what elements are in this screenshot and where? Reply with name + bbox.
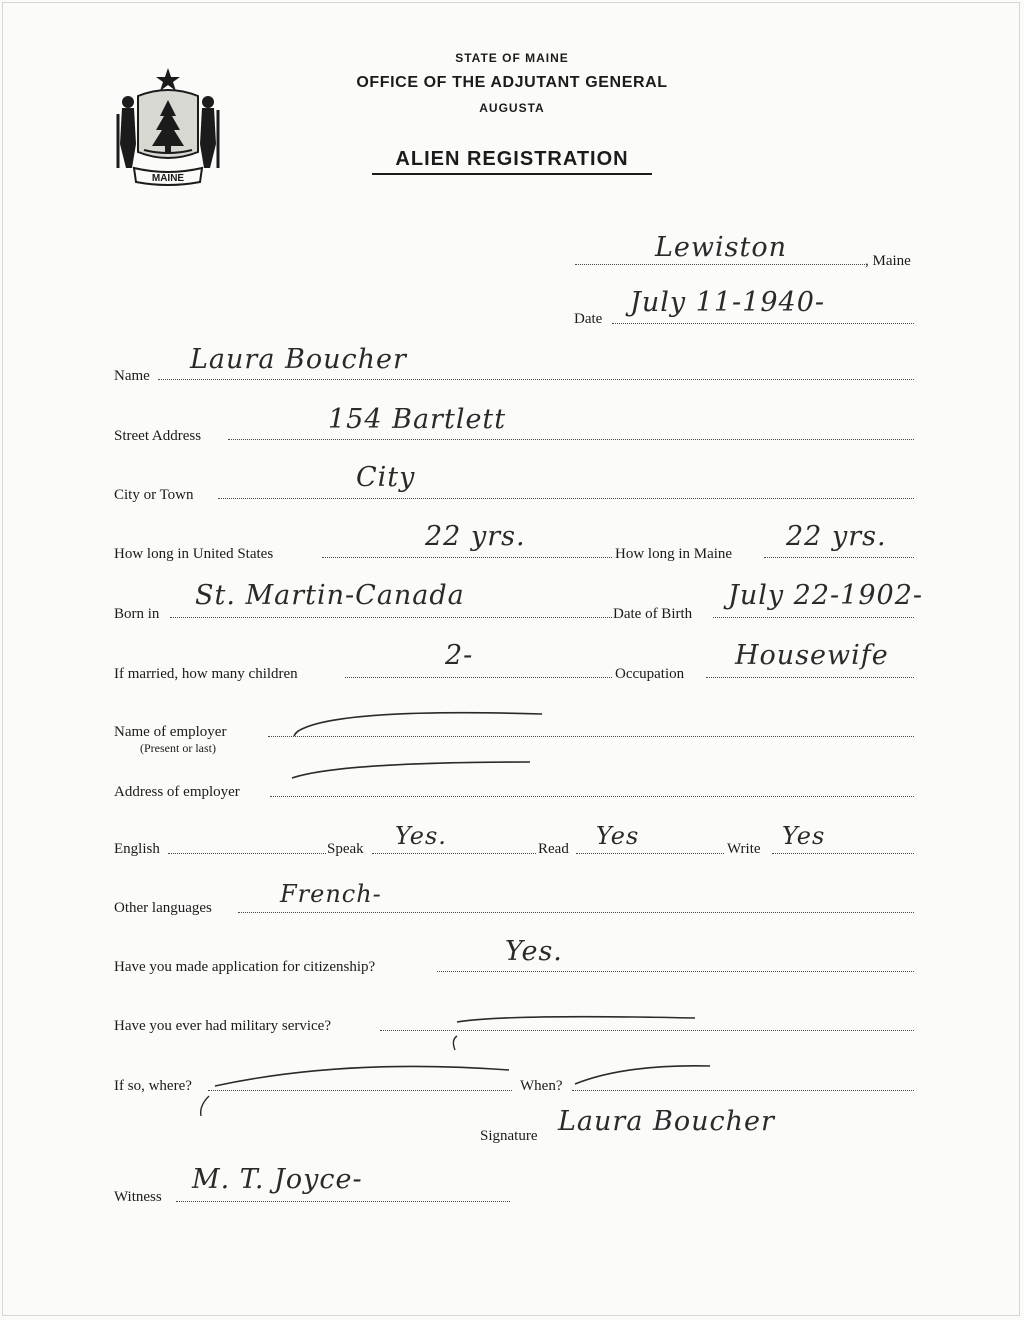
military-label: Have you ever had military service? [114, 1018, 331, 1034]
street-address-label: Street Address [114, 428, 202, 444]
city-label: City or Town [114, 487, 194, 503]
town-line [575, 264, 865, 265]
maine-label: , Maine [865, 253, 911, 269]
born-in-entry: St. Martin-Canada [195, 580, 465, 611]
name-label: Name [114, 368, 150, 384]
speak-label: Speak [327, 841, 364, 857]
street-address-line [228, 439, 914, 440]
read-entry: Yes [596, 822, 640, 850]
how-long-us-label: How long in United States [114, 546, 274, 562]
city-line [218, 498, 914, 499]
other-languages-label: Other languages [114, 900, 212, 916]
signature-label: Signature [480, 1128, 538, 1144]
where-label: If so, where? [114, 1078, 192, 1094]
state-heading: STATE OF MAINE [455, 51, 569, 65]
how-long-maine-line [764, 557, 914, 558]
employer-name-label: Name of employer [114, 724, 227, 740]
when-label: When? [520, 1078, 563, 1094]
name-line [158, 379, 914, 380]
children-entry: 2- [445, 640, 474, 671]
write-entry: Yes [782, 822, 826, 850]
children-label: If married, how many children [114, 666, 298, 682]
date-line [612, 323, 914, 324]
witness-entry: M. T. Joyce- [192, 1164, 363, 1195]
street-address-entry: 154 Bartlett [328, 404, 507, 435]
read-line [576, 853, 724, 854]
other-languages-line [238, 912, 914, 913]
other-languages-entry: French- [280, 880, 382, 908]
occupation-line [706, 677, 914, 678]
city-entry: City [356, 462, 416, 493]
born-in-label: Born in [114, 606, 160, 622]
date-of-birth-line [713, 617, 914, 618]
speak-entry: Yes. [395, 822, 447, 850]
children-line [345, 677, 612, 678]
write-line [772, 853, 914, 854]
date-label: Date [574, 311, 603, 327]
write-label: Write [727, 841, 761, 857]
how-long-us-line [322, 557, 612, 558]
employer-name-note: (Present or last) [140, 741, 216, 755]
date-entry: July 11-1940- [630, 287, 825, 318]
occupation-label: Occupation [615, 666, 685, 682]
name-entry: Laura Boucher [190, 344, 407, 375]
maine-state-seal [114, 64, 222, 188]
how-long-maine-entry: 22 yrs. [786, 521, 887, 552]
speak-line [372, 853, 536, 854]
witness-line [176, 1201, 510, 1202]
town-entry: Lewiston [655, 232, 788, 263]
city-heading: AUGUSTA [479, 101, 545, 115]
military-strike-mark [445, 1010, 705, 1060]
seal-banner-text: MAINE [151, 173, 185, 184]
form-title: ALIEN REGISTRATION [372, 148, 652, 175]
how-long-maine-label: How long in Maine [615, 546, 733, 562]
office-heading: OFFICE OF THE ADJUTANT GENERAL [356, 74, 668, 91]
employer-strike-marks [280, 700, 560, 800]
english-line [168, 853, 326, 854]
english-label: English [114, 841, 160, 857]
date-of-birth-entry: July 22-1902- [728, 580, 923, 611]
employer-address-label: Address of employer [114, 784, 240, 800]
citizenship-entry: Yes. [505, 936, 563, 967]
date-of-birth-label: Date of Birth [613, 606, 693, 622]
witness-label: Witness [114, 1189, 162, 1205]
how-long-us-entry: 22 yrs. [425, 521, 526, 552]
read-label: Read [538, 841, 569, 857]
occupation-entry: Housewife [735, 640, 889, 671]
signature-entry: Laura Boucher [558, 1106, 775, 1137]
citizenship-line [437, 971, 914, 972]
born-in-line [170, 617, 612, 618]
citizenship-label: Have you made application for citizenship? [114, 959, 376, 975]
